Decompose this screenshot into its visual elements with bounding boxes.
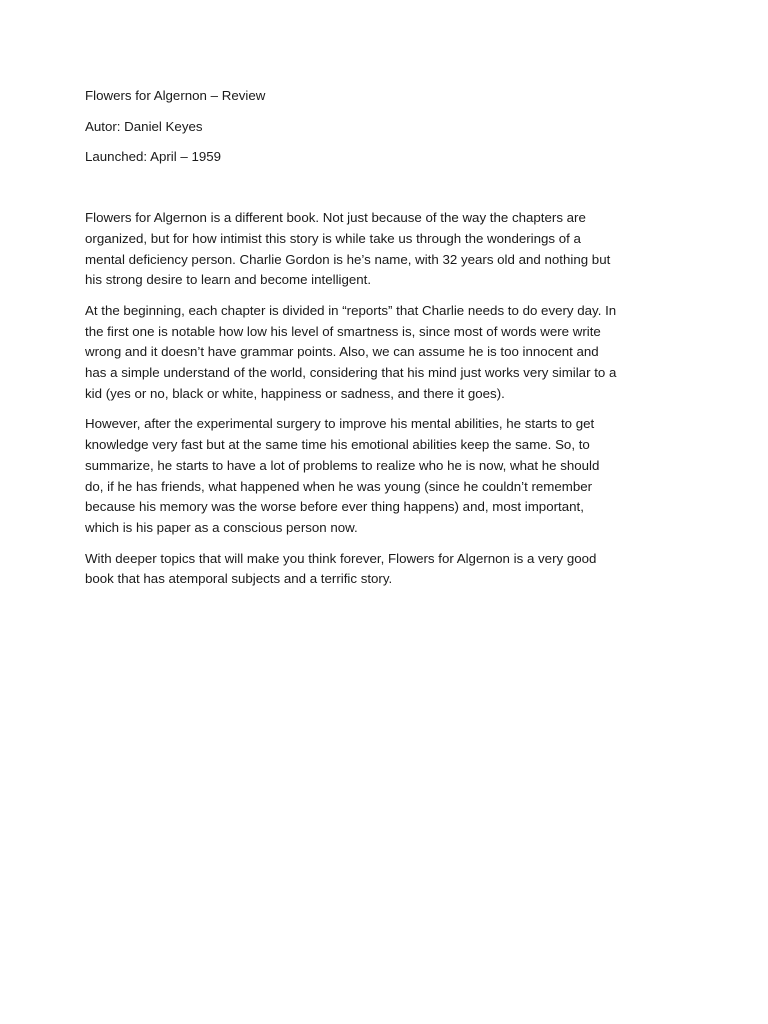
paragraph-intro: Flowers for Algernon is a different book. Not just because of the way the chapters are organized, but for how intimist this story is while take us through the wonderings of a mental deficiency person. Charlie Gordon is he’s name, with 32 years old and nothing but his strong desire to learn and become intelligent. xyxy=(85,210,611,288)
document-title: Flowers for Algernon – Review xyxy=(85,88,266,103)
paragraph-beginning: At the beginning, each chapter is divided in “reports” that Charlie needs to do every day. In the first one is notable how low his level of smartness is, since most of words were write wrong and it doesn’t have grammar points. Also, we can assume he is too innocent and has a simple understand of the world, considering that his mind just works very similar to a kid (yes or no, black or white, happiness or sadness, and there it goes). xyxy=(85,302,617,401)
document-header xyxy=(85,86,620,168)
document-body xyxy=(85,86,620,600)
paragraph-conclusion: With deeper topics that will make you think forever, Flowers for Algernon is a very good book that has atemporal subjects and a terrific story. xyxy=(85,550,597,587)
author-line: Autor: Daniel Keyes xyxy=(85,118,203,134)
launch-date-line: Launched: April – 1959 xyxy=(85,149,222,165)
paragraph-surgery: However, after the experimental surgery to improve his mental abilities, he starts to get knowledge very fast but at the same time his emotional abilities keep the same. So, to summarize, he starts to have a lot of problems to realize who he is now, what he should do, if he has friends, what happened when he was young (since he couldn’t remember because his memory was the worse before ever thing happens) and, most important, which is his paper as a conscious person now. xyxy=(85,416,600,535)
